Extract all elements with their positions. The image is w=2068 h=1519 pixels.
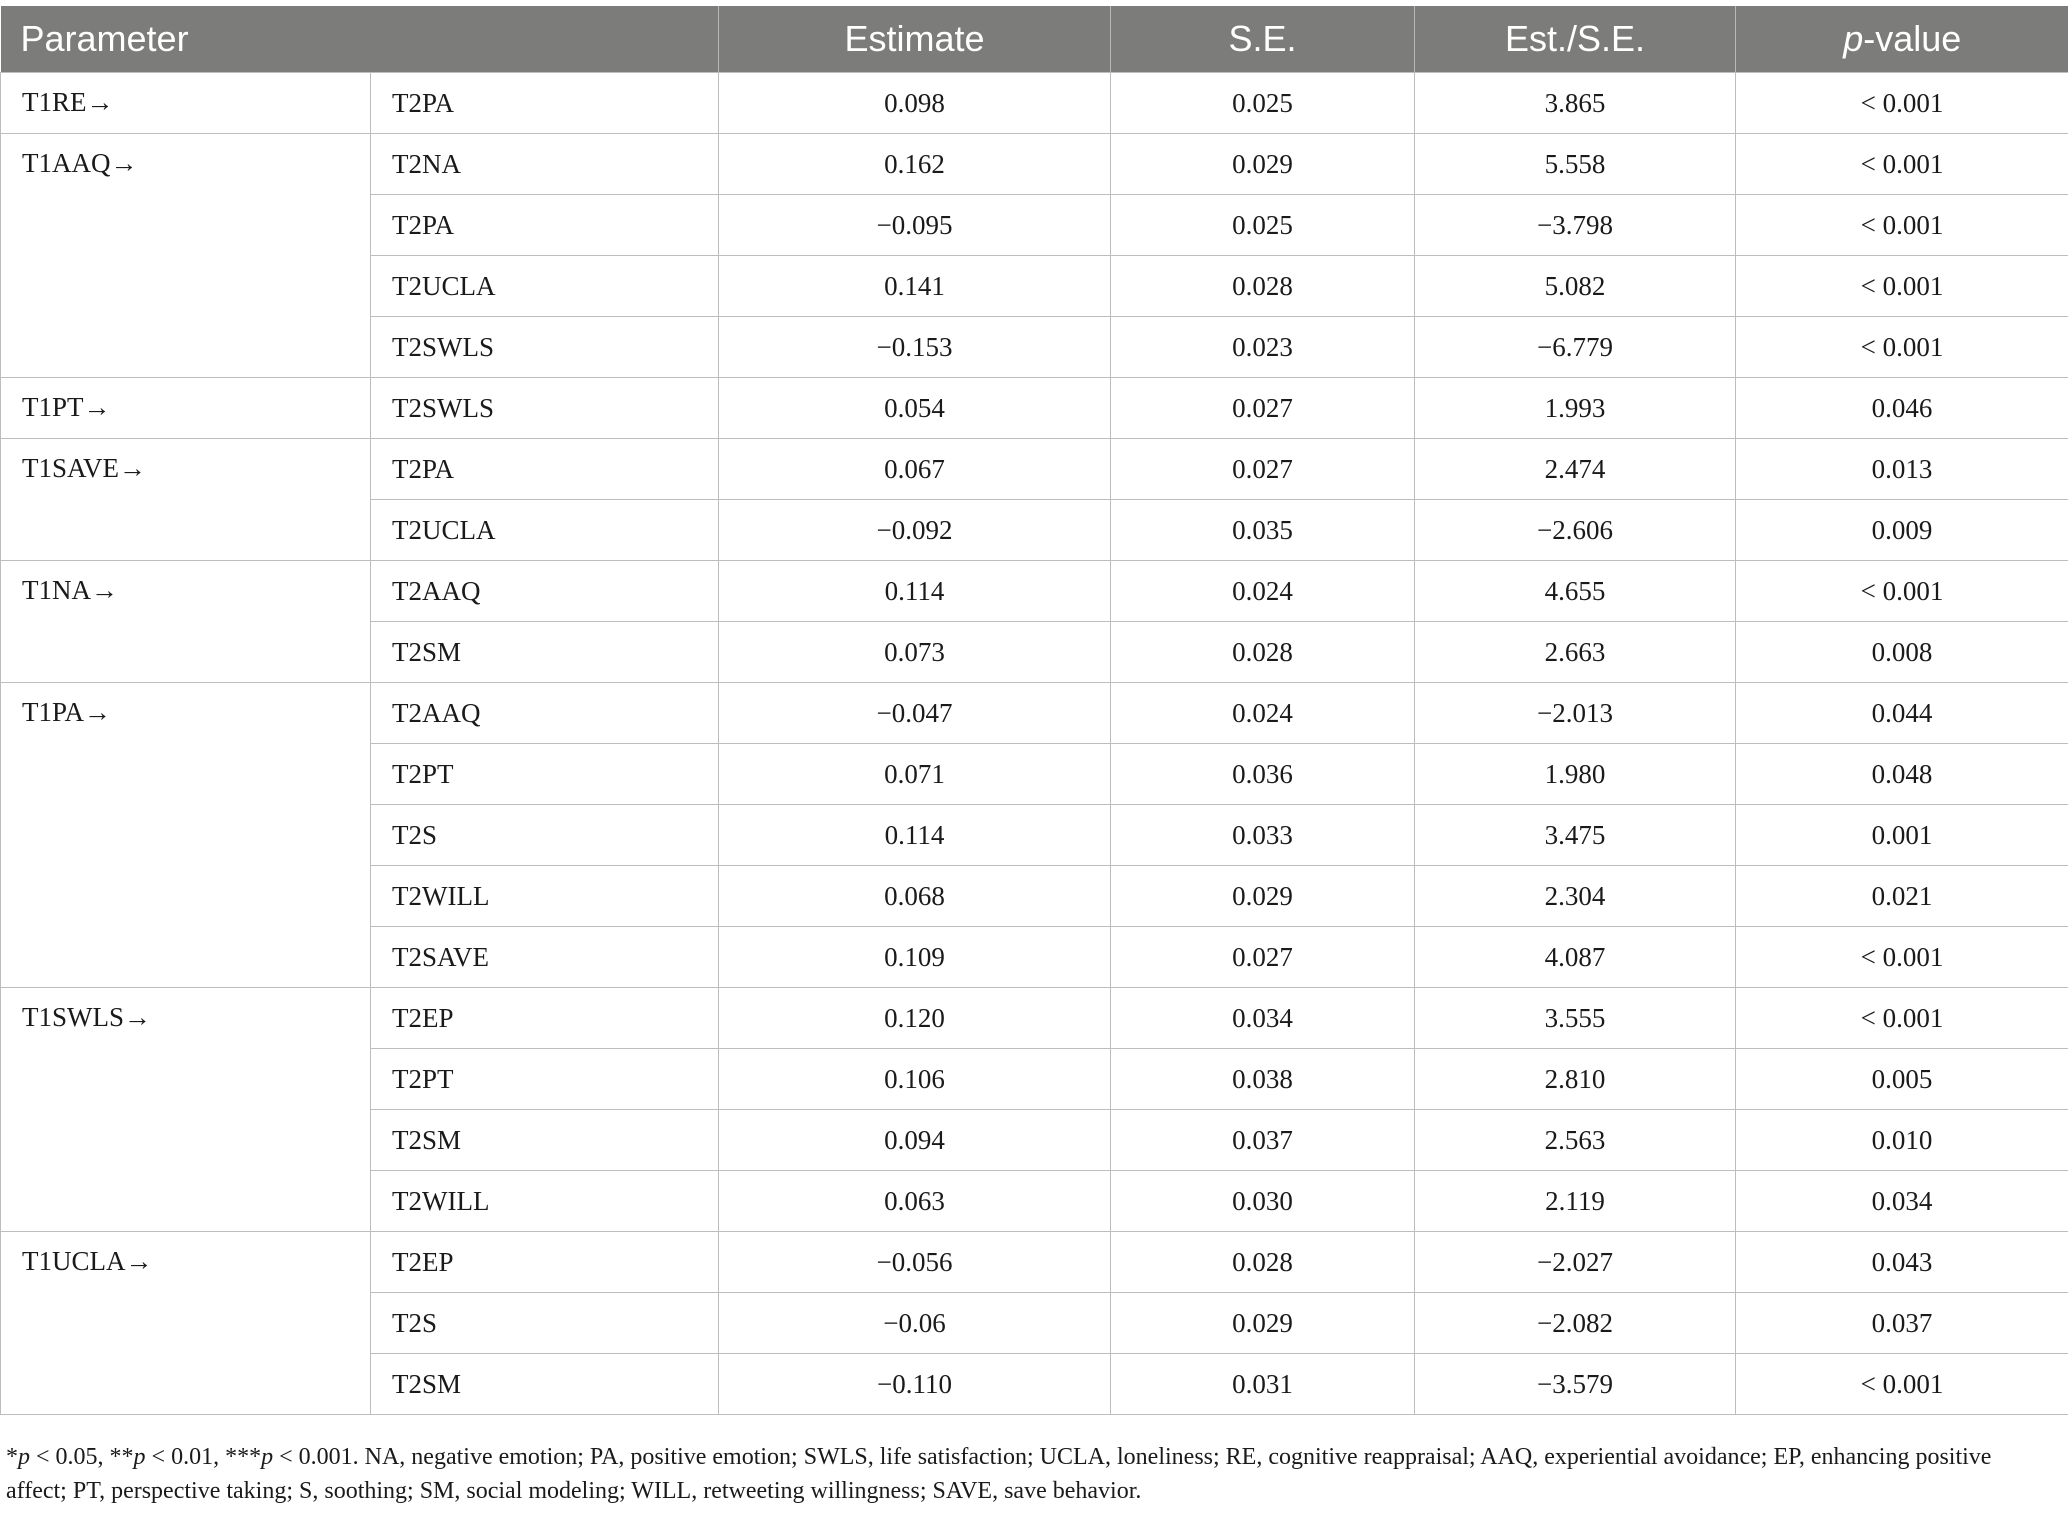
cell-est-se: −2.027: [1415, 1232, 1736, 1293]
cell-p-value: < 0.001: [1736, 561, 2068, 622]
cell-estimate: 0.067: [719, 439, 1111, 500]
cell-p-value: 0.009: [1736, 500, 2068, 561]
cell-p-value: 0.043: [1736, 1232, 2068, 1293]
cell-target: T2AAQ: [371, 683, 719, 744]
cell-estimate: 0.109: [719, 927, 1111, 988]
cell-target: T2SWLS: [371, 378, 719, 439]
table-row: [1, 73, 2068, 134]
cell-estimate: 0.068: [719, 866, 1111, 927]
cell-target: T2SM: [371, 1110, 719, 1171]
cell-parameter: T1SAVE→: [1, 439, 371, 561]
cell-p-value: < 0.001: [1736, 134, 2068, 195]
cell-target: T2PT: [371, 1049, 719, 1110]
cell-se: 0.029: [1111, 1293, 1415, 1354]
cell-parameter: T1PA→: [1, 683, 371, 988]
cell-target: T2SAVE: [371, 927, 719, 988]
cell-se: 0.023: [1111, 317, 1415, 378]
sig-rest: < 0.001.: [273, 1444, 365, 1470]
cell-target: T2S: [371, 1293, 719, 1354]
cell-estimate: 0.094: [719, 1110, 1111, 1171]
cell-target: T2SM: [371, 622, 719, 683]
cell-se: 0.030: [1111, 1171, 1415, 1232]
header-se: S.E.: [1111, 6, 1415, 73]
sig-p: p: [18, 1444, 30, 1470]
cell-parameter: T1PT→: [1, 378, 371, 439]
cell-estimate: 0.106: [719, 1049, 1111, 1110]
table-body: [1, 73, 2068, 1415]
cell-target: T2SWLS: [371, 317, 719, 378]
header-p-rest: -value: [1863, 18, 1962, 59]
cell-p-value: 0.021: [1736, 866, 2068, 927]
footnote-significance: [6, 1444, 365, 1470]
sig-prefix: **: [109, 1444, 134, 1470]
table-row: [1, 561, 2068, 622]
cell-est-se: 2.663: [1415, 622, 1736, 683]
cell-parameter: T1RE→: [1, 73, 371, 134]
cell-estimate: 0.114: [719, 561, 1111, 622]
cell-est-se: 2.474: [1415, 439, 1736, 500]
sig-rest: < 0.01,: [145, 1444, 226, 1470]
table-row: [1, 1232, 2068, 1293]
cell-p-value: < 0.001: [1736, 317, 2068, 378]
cell-est-se: −6.779: [1415, 317, 1736, 378]
cell-p-value: < 0.001: [1736, 73, 2068, 134]
cell-p-value: 0.010: [1736, 1110, 2068, 1171]
cell-est-se: 2.119: [1415, 1171, 1736, 1232]
cell-est-se: 1.980: [1415, 744, 1736, 805]
footnote-abbreviations: NA, negative emotion; PA, positive emotion; SWLS, life satisfaction; UCLA, loneliness; RE, cognitive reappraisal; AAQ, experiential avoidance; EP, enhancing positive affect; PT, perspective taking; S, soothing; SM, social modeling; WILL, retweeting willingness; SAVE, save behavior.: [6, 1444, 1992, 1504]
cell-target: T2PA: [371, 73, 719, 134]
cell-estimate: −0.153: [719, 317, 1111, 378]
cell-estimate: 0.098: [719, 73, 1111, 134]
table-row: [1, 439, 2068, 500]
cell-p-value: 0.001: [1736, 805, 2068, 866]
cell-target: T2S: [371, 805, 719, 866]
cell-se: 0.029: [1111, 134, 1415, 195]
cell-parameter: T1UCLA→: [1, 1232, 371, 1415]
cell-p-value: 0.013: [1736, 439, 2068, 500]
cell-se: 0.033: [1111, 805, 1415, 866]
cell-parameter: T1NA→: [1, 561, 371, 683]
results-table: [0, 6, 2068, 1415]
cell-p-value: 0.005: [1736, 1049, 2068, 1110]
cell-target: T2SM: [371, 1354, 719, 1415]
sig-prefix: ***: [225, 1444, 262, 1470]
cell-p-value: < 0.001: [1736, 195, 2068, 256]
cell-target: T2WILL: [371, 1171, 719, 1232]
cell-se: 0.036: [1111, 744, 1415, 805]
cell-se: 0.024: [1111, 561, 1415, 622]
cell-est-se: 3.475: [1415, 805, 1736, 866]
cell-p-value: 0.037: [1736, 1293, 2068, 1354]
cell-est-se: 2.304: [1415, 866, 1736, 927]
table-row: [1, 378, 2068, 439]
cell-se: 0.034: [1111, 988, 1415, 1049]
cell-est-se: 4.087: [1415, 927, 1736, 988]
cell-est-se: 3.865: [1415, 73, 1736, 134]
cell-se: 0.031: [1111, 1354, 1415, 1415]
cell-estimate: −0.056: [719, 1232, 1111, 1293]
cell-est-se: 4.655: [1415, 561, 1736, 622]
cell-target: T2PA: [371, 439, 719, 500]
cell-target: T2NA: [371, 134, 719, 195]
cell-target: T2WILL: [371, 866, 719, 927]
cell-target: T2AAQ: [371, 561, 719, 622]
sig-prefix: *: [6, 1444, 18, 1470]
cell-target: T2PA: [371, 195, 719, 256]
cell-target: T2UCLA: [371, 256, 719, 317]
sig-p: p: [133, 1444, 146, 1470]
cell-estimate: −0.110: [719, 1354, 1111, 1415]
sig-p: p: [261, 1444, 274, 1470]
cell-est-se: 1.993: [1415, 378, 1736, 439]
cell-se: 0.028: [1111, 622, 1415, 683]
cell-p-value: < 0.001: [1736, 1354, 2068, 1415]
table-row: [1, 988, 2068, 1049]
cell-p-value: 0.048: [1736, 744, 2068, 805]
cell-se: 0.035: [1111, 500, 1415, 561]
cell-est-se: −3.579: [1415, 1354, 1736, 1415]
cell-se: 0.037: [1111, 1110, 1415, 1171]
cell-se: 0.027: [1111, 378, 1415, 439]
cell-se: 0.038: [1111, 1049, 1415, 1110]
cell-est-se: −2.606: [1415, 500, 1736, 561]
cell-se: 0.027: [1111, 927, 1415, 988]
cell-estimate: 0.073: [719, 622, 1111, 683]
cell-est-se: 2.563: [1415, 1110, 1736, 1171]
cell-se: 0.028: [1111, 1232, 1415, 1293]
cell-parameter: T1AAQ→: [1, 134, 371, 378]
cell-estimate: 0.120: [719, 988, 1111, 1049]
cell-p-value: < 0.001: [1736, 256, 2068, 317]
header-parameter: Parameter: [1, 6, 719, 73]
cell-p-value: 0.044: [1736, 683, 2068, 744]
cell-est-se: 2.810: [1415, 1049, 1736, 1110]
cell-estimate: −0.06: [719, 1293, 1111, 1354]
cell-estimate: 0.071: [719, 744, 1111, 805]
header-estimate: Estimate: [719, 6, 1111, 73]
cell-target: T2PT: [371, 744, 719, 805]
table-footnote: [6, 1440, 2046, 1508]
cell-target: T2UCLA: [371, 500, 719, 561]
table-header: [1, 6, 2068, 73]
cell-parameter: T1SWLS→: [1, 988, 371, 1232]
header-p-value: [1736, 6, 2068, 73]
cell-p-value: 0.008: [1736, 622, 2068, 683]
cell-estimate: 0.162: [719, 134, 1111, 195]
cell-target: T2EP: [371, 1232, 719, 1293]
cell-est-se: −3.798: [1415, 195, 1736, 256]
cell-se: 0.025: [1111, 73, 1415, 134]
header-p-italic: p: [1843, 18, 1864, 59]
cell-se: 0.028: [1111, 256, 1415, 317]
cell-target: T2EP: [371, 988, 719, 1049]
header-est-se: Est./S.E.: [1415, 6, 1736, 73]
cell-p-value: 0.034: [1736, 1171, 2068, 1232]
cell-estimate: 0.063: [719, 1171, 1111, 1232]
cell-est-se: 5.558: [1415, 134, 1736, 195]
cell-se: 0.029: [1111, 866, 1415, 927]
cell-p-value: < 0.001: [1736, 988, 2068, 1049]
cell-estimate: −0.092: [719, 500, 1111, 561]
cell-se: 0.027: [1111, 439, 1415, 500]
table-row: [1, 134, 2068, 195]
cell-estimate: 0.114: [719, 805, 1111, 866]
cell-se: 0.024: [1111, 683, 1415, 744]
cell-estimate: −0.095: [719, 195, 1111, 256]
cell-estimate: −0.047: [719, 683, 1111, 744]
cell-est-se: 5.082: [1415, 256, 1736, 317]
cell-est-se: −2.013: [1415, 683, 1736, 744]
cell-se: 0.025: [1111, 195, 1415, 256]
cell-p-value: 0.046: [1736, 378, 2068, 439]
cell-est-se: −2.082: [1415, 1293, 1736, 1354]
cell-p-value: < 0.001: [1736, 927, 2068, 988]
table-row: [1, 683, 2068, 744]
cell-est-se: 3.555: [1415, 988, 1736, 1049]
cell-estimate: 0.141: [719, 256, 1111, 317]
sig-rest: < 0.05,: [30, 1444, 110, 1470]
cell-estimate: 0.054: [719, 378, 1111, 439]
